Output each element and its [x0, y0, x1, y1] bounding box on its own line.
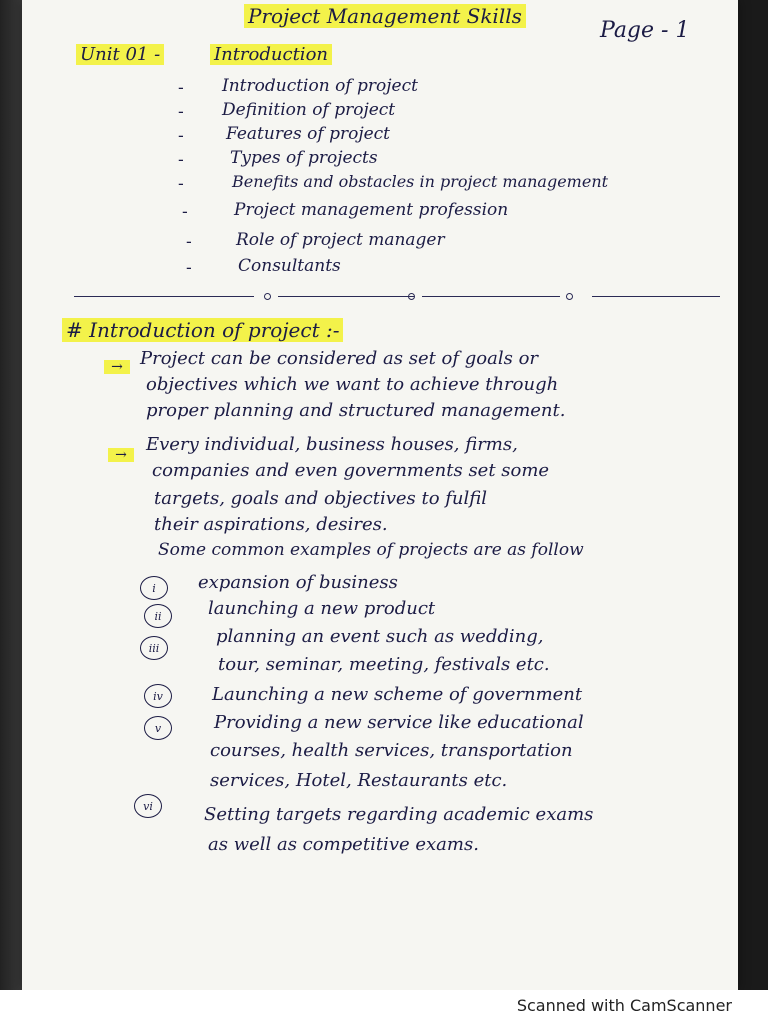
examples-intro: Some common examples of projects are as follow [158, 540, 584, 560]
dash-bullet: - [178, 150, 184, 170]
para1-line: objectives which we want to achieve through [146, 374, 559, 395]
topic-item: Benefits and obstacles in project management [232, 172, 609, 191]
example-line: Launching a new scheme of government [212, 684, 583, 705]
topic-item: Features of project [226, 124, 391, 144]
example-line: expansion of business [198, 572, 398, 593]
dash-bullet: - [178, 78, 184, 98]
para2-line: Every individual, business houses, firms, [146, 434, 518, 455]
para1-line: Project can be considered as set of goals or [140, 348, 539, 369]
topic-item: Definition of project [222, 100, 396, 120]
example-line: launching a new product [208, 598, 436, 619]
dash-bullet: - [178, 174, 184, 194]
notebook-page [22, 0, 738, 990]
dash-bullet: - [186, 258, 192, 278]
title-text: Project Management Skills [244, 4, 526, 28]
topic-item: Consultants [238, 256, 341, 276]
para2-line: their aspirations, desires. [154, 514, 388, 535]
para2-line: targets, goals and objectives to fulfil [154, 488, 488, 509]
roman-numeral-badge: iii [140, 636, 168, 660]
dash-bullet: - [178, 102, 184, 122]
unit-label: Unit 01 - [76, 44, 164, 65]
page-number: Page - 1 [600, 18, 690, 43]
arrow-bullet-icon: → [104, 360, 130, 374]
example-line: tour, seminar, meeting, festivals etc. [218, 654, 550, 675]
section-heading: # Introduction of project :- [62, 318, 343, 342]
topic-item: Types of projects [230, 148, 378, 168]
para1-line: proper planning and structured management. [146, 400, 566, 421]
page-title [244, 4, 526, 28]
example-line: services, Hotel, Restaurants etc. [210, 770, 508, 791]
scan-background-edge [0, 0, 22, 1024]
dash-bullet: - [178, 126, 184, 146]
example-line: as well as competitive exams. [208, 834, 479, 855]
roman-numeral-badge: i [140, 576, 168, 600]
topic-item: Project management profession [234, 200, 509, 220]
topic-item: Introduction of project [222, 76, 418, 96]
example-line: courses, health services, transportation [210, 740, 573, 761]
example-line: Providing a new service like educational [214, 712, 584, 733]
dash-bullet: - [186, 232, 192, 252]
roman-numeral-badge: v [144, 716, 172, 740]
roman-numeral-badge: ii [144, 604, 172, 628]
example-line: Setting targets regarding academic exams [204, 804, 594, 825]
example-line: planning an event such as wedding, [216, 626, 544, 647]
scanner-watermark: Scanned with CamScanner [516, 996, 732, 1015]
roman-numeral-badge: iv [144, 684, 172, 708]
topic-item: Role of project manager [236, 230, 445, 250]
unit-title: Introduction [210, 44, 332, 65]
para2-line: companies and even governments set some [152, 460, 550, 481]
roman-numeral-badge: vi [134, 794, 162, 818]
dash-bullet: - [182, 202, 188, 222]
arrow-bullet-icon: → [108, 448, 134, 462]
